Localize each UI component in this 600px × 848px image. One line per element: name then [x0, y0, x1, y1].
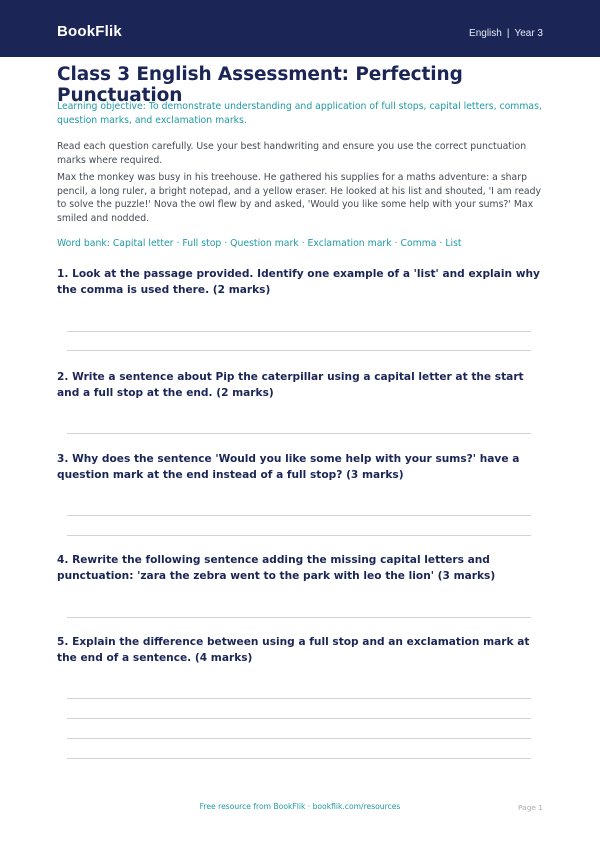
- answer-line[interactable]: [67, 698, 531, 699]
- instructions-text: Read each question carefully. Use your best handwriting and ensure you use the correct punctuation marks where required.: [57, 141, 527, 166]
- answer-line[interactable]: [67, 350, 531, 351]
- word-bank: Word bank: Capital letter · Full stop · Question mark · Exclamation mark · Comma · List: [57, 238, 462, 249]
- answer-line[interactable]: [67, 515, 531, 516]
- question-3: 3. Why does the sentence 'Would you like some help with your sums?' have a question mark at the end instead of a full stop? (3 marks): [57, 453, 520, 481]
- answer-line[interactable]: [67, 535, 531, 536]
- answer-line[interactable]: [67, 617, 531, 618]
- story-passage: Max the monkey was busy in his treehouse. He gathered his supplies for a maths adventure: a sharp pencil, a long ruler, a bright notepad, and a yellow eraser. He looked at his list and shouted, 'I am ready to solve the puzzle!' Nova the owl flew by and asked, 'Would you like some help with your sums?' Max smiled and nodded.: [57, 172, 542, 224]
- year-label: Year 3: [514, 28, 543, 39]
- footer-resource-link[interactable]: Free resource from BookFlik · bookflik.com/resources: [199, 802, 401, 811]
- brand-logo-text[interactable]: BookFlik: [57, 23, 122, 40]
- page-title: Class 3 English Assessment: Perfecting Punctuation: [57, 64, 463, 106]
- answer-line[interactable]: [67, 758, 531, 759]
- answer-line[interactable]: [67, 738, 531, 739]
- answer-line[interactable]: [67, 718, 531, 719]
- question-2: 2. Write a sentence about Pip the caterpillar using a capital letter at the start and a full stop at the end. (2 marks): [57, 371, 524, 399]
- page-header: [0, 0, 600, 57]
- question-4: 4. Rewrite the following sentence adding the missing capital letters and punctuation: 'zara the zebra went to the park with leo the lion' (3 marks): [57, 554, 496, 582]
- subject-year-label: [469, 28, 543, 39]
- answer-line[interactable]: [67, 433, 531, 434]
- question-1: 1. Look at the passage provided. Identify one example of a 'list' and explain why the comma is used there. (2 marks): [57, 268, 540, 296]
- question-5: 5. Explain the difference between using a full stop and an exclamation mark at the end of a sentence. (4 marks): [57, 636, 530, 664]
- subject-label: English: [469, 28, 502, 39]
- page-number: Page 1: [518, 803, 543, 812]
- learning-objective: Learning objective: To demonstrate understanding and application of full stops, capital letters, commas, question marks, and exclamation marks.: [57, 101, 542, 126]
- header-separator: |: [506, 28, 510, 39]
- answer-line[interactable]: [67, 331, 531, 332]
